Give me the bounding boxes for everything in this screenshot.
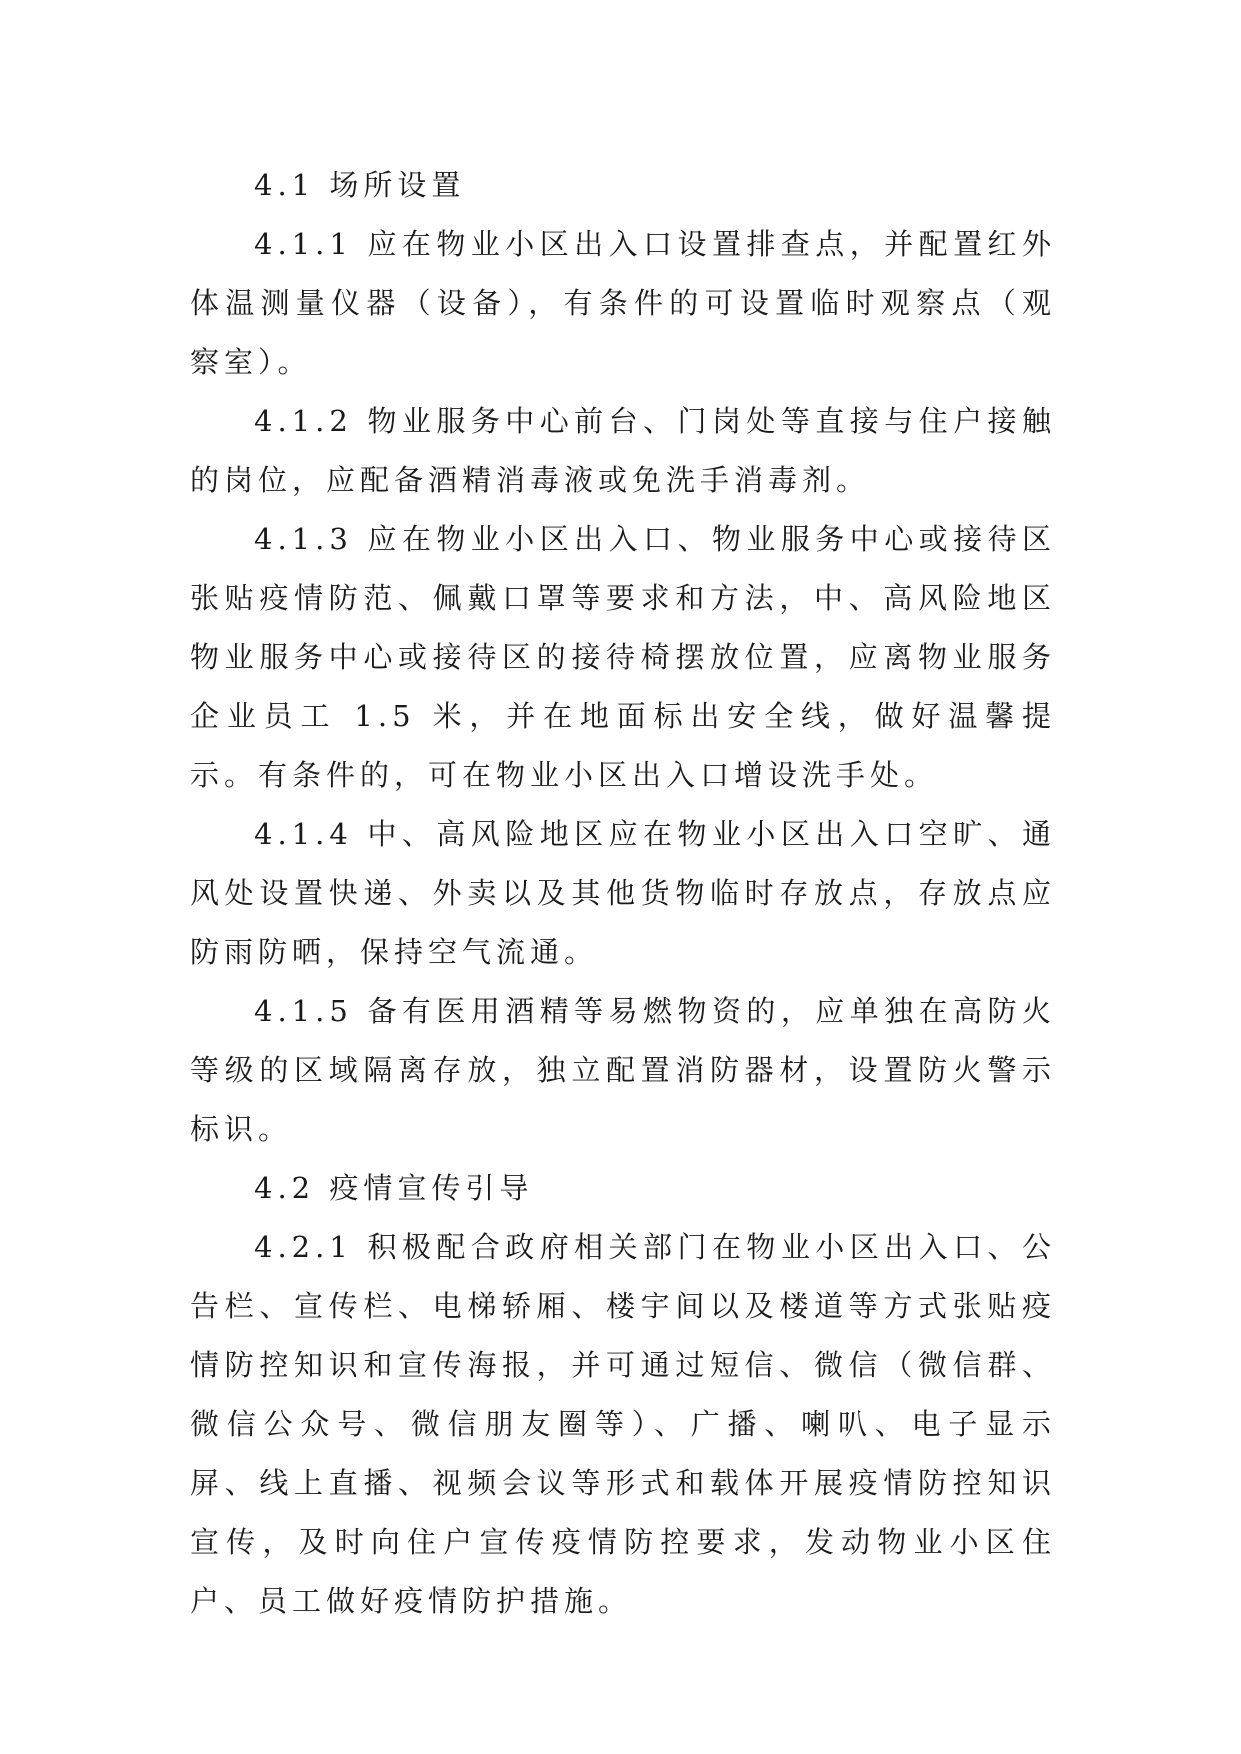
document-body (190, 156, 1056, 1631)
paragraph-4-1-5: 4.1.5 备有医用酒精等易燃物资的，应单独在高防火等级的区域隔离存放，独立配置消防器材，设置防火警示标识。 (190, 994, 1056, 1146)
section-heading-4-1: 4.1 场所设置 (254, 168, 466, 202)
paragraph-4-1-1: 4.1.1 应在物业小区出入口设置排查点，并配置红外体温测量仪器（设备），有条件的可设置临时观察点（观察室）。 (190, 227, 1056, 379)
paragraph-4-1-3: 4.1.3 应在物业小区出入口、物业服务中心或接待区张贴疫情防范、佩戴口罩等要求和方法，中、高风险地区物业服务中心或接待区的接待椅摆放位置，应离物业服务企业员工 1.5 米，并在地面标出安全线，做好温馨提示。有条件的，可在物业小区出入口增设洗手处。 (190, 522, 1056, 792)
paragraph-4-2-1: 4.2.1 积极配合政府相关部门在物业小区出入口、公告栏、宣传栏、电梯轿厢、楼宇间以及楼道等方式张贴疫情防控知识和宣传海报，并可通过短信、微信（微信群、微信公众号、微信朋友圈等）、广播、喇叭、电子显示屏、线上直播、视频会议等形式和载体开展疫情防控知识宣传，及时向住户宣传疫情防控要求，发动物业小区住户、员工做好疫情防护措施。 (190, 1230, 1056, 1618)
section-heading-4-2: 4.2 疫情宣传引导 (254, 1171, 534, 1205)
paragraph-4-1-4: 4.1.4 中、高风险地区应在物业小区出入口空旷、通风处设置快递、外卖以及其他货物临时存放点，存放点应防雨防晒，保持空气流通。 (190, 817, 1056, 969)
paragraph-4-1-2: 4.1.2 物业服务中心前台、门岗处等直接与住户接触的岗位，应配备酒精消毒液或免洗手消毒剂。 (190, 404, 1056, 497)
